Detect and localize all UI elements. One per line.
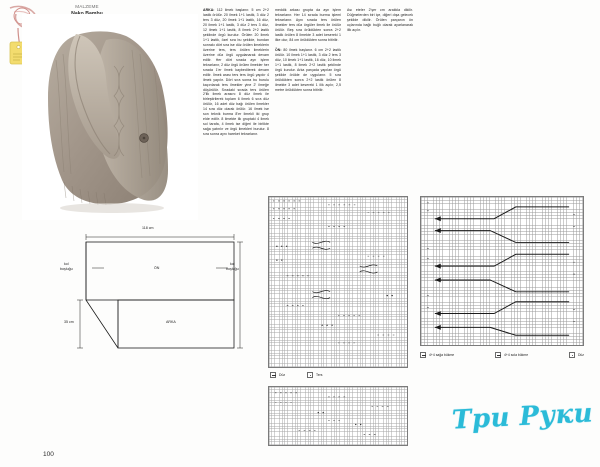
legend-label-purl: Ters — [316, 373, 323, 377]
instructions-body-1: 112 ilmek başlanır. 5 cm 2+2 lastik örülür. 20 ilmek 1+1 lastik, 3 düz 2 ters 3 düz, 20 ilmek 1+1 lastik, 16 düz, 20 ilmek 1+1 lastik, 3 düz 2 ters 3 düz, 12 ilmek 1+1 lastik, 8 ilmek 2+2 lastik şeklinde örgü kurulur. Örülen 20 ilmek 1+1 lastik, özel sıra bu şekilde, bundan sonrakı dört sıra ise düz örülen ilmeklerin üzerine ters, ters örülen ilmeklerin üzerine düz örgü uygulanarak devam edilir. Her dört sırada ayrı işlem tekrarlanır, 2 düz örgü örülen ilmekler her sırada 1'er ilmek kaybedilerek devam edilir. İlmek arası ters ters örgü yapılır 4 ilmek yapılır. Dört sıra sonra bu burulu kaçırılarak ters ilmekler yine 2' ilmeğe düşürülür. Sıradaki sırada ters örülen 2'lik ilmek arasını 8 düz ilmek ile birleştirilerek toplam 6 ilmek 6 sıra düz örülür, 16 adet düz bağı örülen ilmekler 14 sıra düz olarak örülür. 16 ilmek ise son teknik burma 8'er ilmekli iki grup elde edilir. 8 ilmekte ilk gruptaki 4 ilmek sol tarafa, 4 ilmek ise diğeri ile birlikte sağa yatırılır ve örgü ilmekleri burulur. 8 sıra sonra aynı hareket tekrarlanır. — [203, 8, 269, 137]
garment-schematic — [58, 228, 248, 368]
chart-rib-symbols — [269, 387, 407, 446]
instructions-body-3: Ası eteler 2'şer cm aralıkla dikilir. Düğmelerden biri içe, diğeri dışa gelecek şekilde dikilir. Örülen parçanın ön uçlarında bağlı buğlı olarak ayarlanarak ilik açılır. — [347, 8, 413, 32]
stitch-chart-back — [268, 196, 408, 368]
instructions-heading-front: ÖN: — [275, 47, 282, 52]
legend-item-right-cable — [420, 352, 454, 358]
schematic-label-back: ARKA — [166, 320, 176, 324]
instructions-heading-back: ARKA: — [203, 8, 215, 12]
garment-photo — [22, 14, 198, 220]
legend-label-knit: Düz — [279, 373, 286, 377]
page-number: 100 — [43, 451, 54, 458]
instructions-body-2b: 80 ilmek başlanır. 6 cm 2+2 lastik örülür. 10 ilmek 1+1 lastik, 3 düz 2 ters 3 düz, 10 ilmek 1+1 lastik, 16 düz, 10 ilmek 1+1 lastik, 8 ilmek 2+2 lastik şeklinde örgü kurulur. Arka parçada yapılan örgü şekilde örülde de uygulanır. 5 sıra örüldükten sonra 2+2 lastik örülen 8 ilmekte 3 adet kesereki 1 ilik açılır, 2,5 metre örüldükten sonra bitirilir. — [275, 47, 342, 92]
legend-swatch-knit-icon — [270, 372, 276, 378]
stitch-chart-rib — [268, 386, 408, 446]
schematic-side-label: 35 cm — [64, 320, 74, 324]
instructions-body-2a: meddik arkası grupta da ayrı işlem tekrarlanır. Her 14 sırada burma işlemi tekrarlanır. Aynı sırada ters örülen ilmekler ters düz örgüler ilmek ile örülür örülür. Beş sıra örüldükten sonra 2+2 lastik örülen 8 ilmekte 3 adet kesereki 1 ilke olur, 84 cm örüldükten sonra bitirilir. — [275, 8, 341, 42]
watermark: Три Руки — [451, 398, 594, 436]
legend-label-left-cable: 4+4 sola bükme — [504, 353, 529, 357]
instructions-column-1 — [203, 8, 269, 137]
legend-swatch-left-cable-icon — [495, 352, 501, 358]
legend-label-knit2: Düz — [577, 353, 584, 357]
schematic-right-armhole-label-2: boşluğu — [226, 267, 239, 271]
chart-front-symbols — [421, 197, 583, 345]
stitch-chart-front — [420, 196, 584, 346]
legend-swatch-knit2-icon — [569, 352, 575, 358]
legend-swatch-purl-icon — [307, 372, 313, 378]
legend-swatch-right-cable-icon — [420, 352, 426, 358]
legend-item-left-cable — [495, 352, 528, 358]
instructions-column-2 — [275, 8, 341, 92]
schematic-label-front: ÖN — [154, 266, 160, 270]
chart-front-legend — [420, 352, 584, 358]
legend-label-right-cable: 4+4 sağa bükme — [429, 353, 455, 357]
schematic-top-width-label: 118 cm — [142, 226, 154, 230]
materials-title: MALZEME — [75, 4, 99, 9]
legend-item-knit — [569, 352, 584, 358]
chart-back-symbols — [269, 197, 407, 367]
instructions-column-3 — [347, 8, 413, 33]
schematic-left-armhole-label-1: kol — [64, 262, 69, 266]
chart-back-legend — [270, 372, 322, 378]
schematic-left-armhole-label-2: boşluğu — [60, 267, 73, 271]
schematic-right-armhole-label-1: kol — [230, 262, 235, 266]
knitted-vest-illustration — [36, 20, 186, 216]
